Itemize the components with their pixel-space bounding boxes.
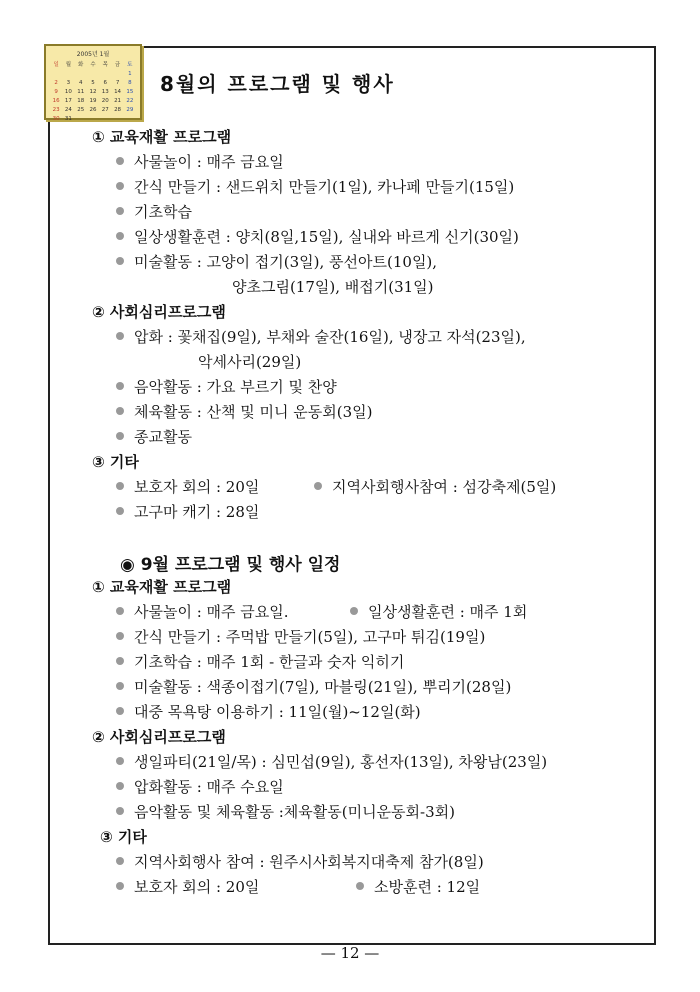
- list-item: 간식 만들기 : 샌드위치 만들기(1일), 카나페 만들기(15일): [116, 178, 514, 196]
- list-item: 지역사회행사참여 : 섬강축제(5일): [314, 478, 556, 496]
- bullet-icon: [116, 657, 124, 665]
- calendar-cell: 수: [90, 62, 96, 68]
- calendar-cell: 일: [53, 62, 59, 68]
- bullet-icon: [350, 607, 358, 615]
- calendar-cell: 목: [102, 62, 108, 68]
- sep-section-education: ① 교육재활 프로그램: [92, 578, 232, 596]
- calendar-cell: 22: [126, 98, 134, 104]
- calendar-cell: [50, 71, 62, 77]
- calendar-cell: [87, 71, 99, 77]
- bullet-icon: [116, 707, 124, 715]
- list-item: 기초학습 : 매주 1회 - 한글과 숫자 익히기: [116, 653, 404, 671]
- list-item: 압화활동 : 매주 수요일: [116, 778, 284, 796]
- calendar-cell: 13: [101, 89, 109, 95]
- bullet-icon: [116, 232, 124, 240]
- calendar-cell: 11: [77, 89, 85, 95]
- list-item: 종교활동: [116, 428, 192, 446]
- list-item: 생일파티(21일/목) : 심민섭(9일), 홍선자(13일), 차왕남(23일): [116, 753, 547, 771]
- frame-top-border: [140, 46, 654, 48]
- calendar-cell: [62, 71, 74, 77]
- list-item: 지역사회행사 참여 : 원주시사회복지대축제 참가(8일): [116, 853, 484, 871]
- bullet-icon: [116, 757, 124, 765]
- calendar-cell: 월: [65, 62, 72, 68]
- calendar-cell: 5: [91, 80, 95, 86]
- calendar-cell: 화: [78, 62, 84, 68]
- calendar-cell: 25: [77, 107, 85, 113]
- calendar-cell: 20: [101, 98, 109, 104]
- list-item: 소방훈련 : 12일: [356, 878, 480, 896]
- calendar-title: 2005년 1월: [76, 51, 110, 58]
- list-item: 사물놀이 : 매주 금요일: [116, 153, 284, 171]
- calendar-cell: 31: [64, 116, 72, 122]
- calendar-cell: 8: [128, 80, 132, 86]
- bullet-icon: [116, 507, 124, 515]
- list-item: 체육활동 : 산책 및 미니 운동회(3일): [116, 403, 373, 421]
- bullet-icon: [116, 632, 124, 640]
- calendar-cell: 16: [52, 98, 60, 104]
- list-item: 고구마 캐기 : 28일: [116, 503, 259, 521]
- calendar-cell: [111, 116, 123, 122]
- list-item: 일상생활훈련 : 양치(8일,15일), 실내와 바르게 신기(30일): [116, 228, 519, 246]
- calendar-cell: 26: [89, 107, 97, 113]
- list-item: 미술활동 : 색종이접기(7일), 마블링(21일), 뿌리기(28일): [116, 678, 511, 696]
- calendar-cell: 12: [89, 89, 97, 95]
- calendar-cell: 27: [101, 107, 109, 113]
- list-item: 기초학습: [116, 203, 192, 221]
- bullet-icon: [116, 607, 124, 615]
- frame-left-border: [48, 118, 50, 944]
- bullet-icon: [116, 207, 124, 215]
- bullet-icon: [116, 157, 124, 165]
- calendar-cell: 24: [64, 107, 72, 113]
- calendar-cell: 4: [78, 80, 83, 86]
- calendar-cell: 21: [114, 98, 122, 104]
- calendar-cell: 토: [127, 62, 133, 68]
- calendar-cell: [87, 116, 99, 122]
- bullet-icon: [116, 257, 124, 265]
- bullet-icon: [116, 882, 124, 890]
- list-item: 압화 : 꽃채집(9일), 부채와 술잔(16일), 냉장고 자석(23일),: [116, 328, 526, 346]
- calendar-cell: 9: [54, 89, 58, 95]
- calendar-cell: 28: [114, 107, 122, 113]
- bullet-icon: [356, 882, 364, 890]
- calendar-cell: 금: [114, 62, 121, 68]
- bullet-icon: [116, 432, 124, 440]
- aug-section-education: ① 교육재활 프로그램: [92, 128, 232, 146]
- calendar-cell: [99, 71, 111, 77]
- calendar-icon: [44, 44, 142, 120]
- list-item: 음악활동 및 체육활동 :체육활동(미니운동회-3회): [116, 803, 455, 821]
- bullet-icon: [116, 807, 124, 815]
- bullet-icon: [116, 382, 124, 390]
- list-item: 일상생활훈련 : 매주 1회: [350, 603, 527, 621]
- list-item: 보호자 회의 : 20일: [116, 878, 259, 896]
- page-title: 8월의 프로그램 및 행사: [160, 72, 395, 96]
- calendar-cell: 14: [114, 89, 122, 95]
- calendar-cell: 10: [64, 89, 72, 95]
- calendar-cell: [75, 71, 87, 77]
- calendar-cell: 19: [89, 98, 97, 104]
- page-number: — 12 —: [320, 944, 380, 962]
- bullet-icon: [116, 782, 124, 790]
- calendar-cell: [124, 116, 136, 122]
- calendar-cell: 23: [52, 107, 60, 113]
- calendar-cell: 17: [64, 98, 72, 104]
- calendar-cell: [75, 116, 87, 122]
- list-item: 간식 만들기 : 주먹밥 만들기(5일), 고구마 튀김(19일): [116, 628, 485, 646]
- sep-section-etc: ③ 기타: [100, 828, 147, 846]
- list-item-continuation: 양초그림(17일), 배접기(31일): [232, 278, 434, 296]
- calendar-cell: 15: [126, 89, 134, 95]
- calendar-cell: 1: [128, 71, 132, 77]
- calendar-cell: 29: [126, 107, 134, 113]
- bullet-icon: [314, 482, 322, 490]
- calendar-cell: 6: [103, 80, 108, 86]
- list-item-continuation: 악세사리(29일): [198, 353, 302, 371]
- calendar-cell: [111, 71, 123, 77]
- list-item: 미술활동 : 고양이 접기(3일), 풍선아트(10일),: [116, 253, 437, 271]
- calendar-cell: 3: [66, 80, 71, 86]
- calendar-cell: 30: [52, 116, 60, 122]
- calendar-cell: [99, 116, 111, 122]
- bullet-icon: [116, 332, 124, 340]
- calendar-cell: 18: [77, 98, 85, 104]
- bullet-icon: [116, 407, 124, 415]
- list-item: 보호자 회의 : 20일: [116, 478, 259, 496]
- calendar-grid: [50, 60, 136, 122]
- sep-section-social: ② 사회심리프로그램: [92, 728, 226, 746]
- list-item: 사물놀이 : 매주 금요일.: [116, 603, 289, 621]
- frame-right-border: [654, 46, 656, 944]
- bullet-icon: [116, 857, 124, 865]
- september-title: ◉ 9월 프로그램 및 행사 일정: [120, 555, 341, 575]
- list-item: 음악활동 : 가요 부르기 및 찬양: [116, 378, 337, 396]
- calendar-cell: 2: [54, 80, 58, 86]
- bullet-icon: [116, 682, 124, 690]
- calendar-cell: 7: [115, 80, 120, 86]
- bullet-icon: [116, 482, 124, 490]
- bullet-icon: [116, 182, 124, 190]
- list-item: 대중 목욕탕 이용하기 : 11일(월)~12일(화): [116, 703, 421, 721]
- aug-section-social: ② 사회심리프로그램: [92, 303, 226, 321]
- aug-section-etc: ③ 기타: [92, 453, 139, 471]
